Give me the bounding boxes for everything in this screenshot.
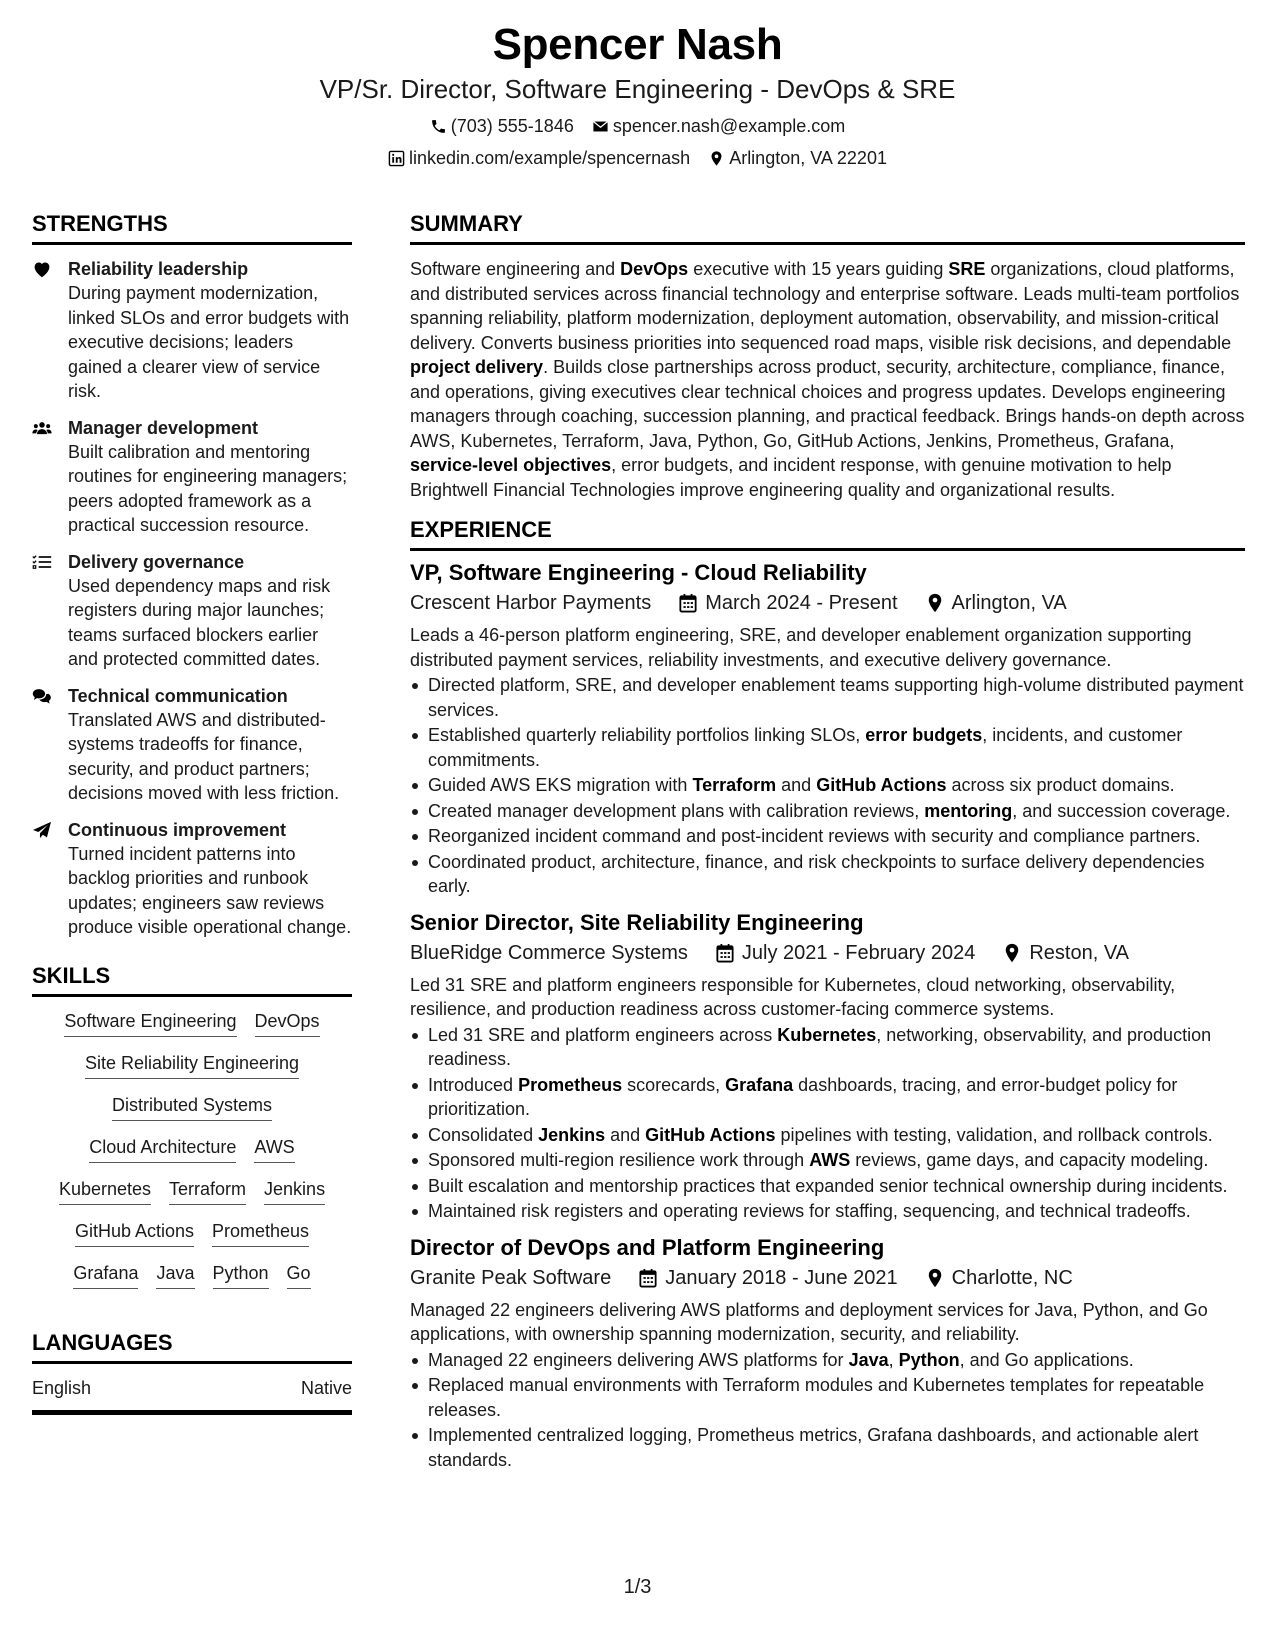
skill-tag: Java [156, 1261, 194, 1289]
skill-row [32, 1219, 352, 1247]
email-contact[interactable] [592, 114, 845, 138]
bullet-item: Led 31 SRE and platform engineers across Kubernetes, networking, observability, and production readiness. [410, 1023, 1245, 1072]
skill-tag: GitHub Actions [75, 1219, 194, 1247]
resume-header [0, 18, 1275, 170]
job-intro: Leads a 46-person platform engineering, SRE, and developer enablement organization supporting distributed payment services, reliability investments, and executive delivery governance. [410, 625, 1192, 670]
skill-tag: AWS [254, 1135, 294, 1163]
job-location: Charlotte, NC [951, 1266, 1073, 1289]
skill-tag: Site Reliability Engineering [85, 1051, 299, 1079]
job-bullets [410, 1023, 1245, 1224]
bold-keyword: error budgets [865, 725, 983, 745]
skill-tag: Distributed Systems [112, 1093, 272, 1121]
strength-description: Used dependency maps and risk registers during major launches; teams surfaced blockers earlier and protected committed dates. [68, 575, 331, 669]
bullet-item: Built escalation and mentorship practices that expanded senior technical ownership during incidents. [410, 1174, 1245, 1199]
job-title: Senior Director, Site Reliability Engineering [410, 909, 864, 935]
experience-heading: EXPERIENCE [410, 516, 1245, 551]
skill-tag: Python [213, 1261, 269, 1289]
strength-description: During payment modernization, linked SLOs and error budgets with executive decisions; leaders gained a clearer view of service risk. [68, 283, 350, 401]
paper-plane-icon [32, 821, 52, 839]
bullet-item: Consolidated Jenkins and GitHub Actions pipelines with testing, validation, and rollback controls. [410, 1123, 1245, 1148]
users-icon [32, 419, 52, 437]
bullet-item: Implemented centralized logging, Prometheus metrics, Grafana dashboards, and actionable alert standards. [410, 1423, 1245, 1472]
skill-tag: Grafana [73, 1261, 138, 1289]
comments-icon [32, 687, 52, 705]
heart-icon [32, 260, 52, 278]
calendar-icon [716, 943, 734, 963]
job-entry [410, 1234, 1245, 1473]
page-number: 1/3 [623, 1576, 652, 1598]
email-text: spencer.nash@example.com [612, 116, 846, 136]
bold-keyword: Java [848, 1349, 889, 1370]
phone-contact[interactable] [430, 114, 574, 138]
bullet-item: Established quarterly reliability portfolios linking SLOs, error budgets, incidents, and customer commitments. [410, 723, 1245, 772]
skill-tag: Go [287, 1261, 311, 1289]
company-name: BlueRidge Commerce Systems [410, 941, 688, 964]
left-column [32, 210, 352, 1415]
bold-keyword: service-level objectives [410, 455, 612, 475]
strength-item [32, 684, 352, 806]
languages-heading: LANGUAGES [32, 1329, 352, 1364]
bold-keyword: Terraform [692, 775, 777, 795]
company-name: Crescent Harbor Payments [410, 592, 652, 614]
skill-tag: Terraform [169, 1177, 246, 1205]
linkedin-icon [388, 150, 405, 167]
bold-keyword: Prometheus [518, 1074, 623, 1095]
job-location: Reston, VA [1029, 941, 1130, 964]
bullet-item: Reorganized incident command and post-incident reviews with security and compliance partners. [410, 824, 1245, 849]
job-title: Director of DevOps and Platform Engineering [410, 1234, 885, 1260]
bullet-item: Managed 22 engineers delivering AWS platforms for Java, Python, and Go applications. [410, 1348, 1245, 1373]
strengths-heading: STRENGTHS [32, 210, 352, 245]
job-meta [410, 1264, 1245, 1292]
job-entry [410, 909, 1245, 1224]
job-location: Arlington, VA [951, 592, 1067, 614]
skill-tag: Kubernetes [59, 1177, 151, 1205]
candidate-title: VP/Sr. Director, Software Engineering - DevOps & SRE [319, 74, 956, 104]
language-item [32, 1376, 352, 1415]
strength-item [32, 550, 352, 672]
job-meta [410, 589, 1245, 617]
strength-description: Built calibration and mentoring routines for engineering managers; peers adopted framework as a practical succession resource. [68, 441, 348, 535]
skill-tag: Jenkins [264, 1177, 325, 1205]
strength-title: Delivery governance [68, 551, 245, 572]
bullet-item: Directed platform, SRE, and developer enablement teams supporting high-volume distributed payment services. [410, 673, 1245, 722]
strength-title: Reliability leadership [68, 259, 249, 279]
job-dates: March 2024 - Present [705, 592, 898, 614]
bullet-item: Sponsored multi-region resilience work through AWS reviews, game days, and capacity modeling. [410, 1148, 1245, 1173]
skill-row [32, 1261, 352, 1289]
strength-title: Manager development [68, 417, 259, 438]
job-intro: Led 31 SRE and platform engineers responsible for Kubernetes, cloud networking, observability, resilience, and production readiness across customer-facing commerce systems. [410, 974, 1176, 1019]
bold-keyword: project delivery [410, 357, 544, 377]
job-bullets [410, 1348, 1245, 1473]
skill-row [32, 1135, 352, 1163]
bold-keyword: Kubernetes [777, 1024, 877, 1045]
map-pin-icon [926, 1268, 944, 1288]
strength-item [32, 257, 352, 404]
linkedin-text: linkedin.com/example/spencernash [409, 148, 691, 168]
envelope-icon [592, 118, 609, 135]
job-intro: Managed 22 engineers delivering AWS platforms and deployment services for Java, Python, and Go applications, with ownership spanning modernization, security, and reliability. [410, 1299, 1208, 1344]
job-dates: July 2021 - February 2024 [741, 941, 976, 964]
experience-list [410, 559, 1245, 1472]
calendar-icon [639, 1268, 657, 1288]
language-name: English [32, 1377, 92, 1398]
bold-keyword: Python [898, 1349, 960, 1370]
bold-keyword: mentoring [924, 800, 1013, 821]
bold-keyword: GitHub Actions [645, 1124, 776, 1145]
location-contact [708, 146, 887, 170]
strength-description: Turned incident patterns into backlog priorities and runbook updates; engineers saw reviews produce visible operational change. [68, 843, 352, 937]
skill-tag: DevOps [255, 1009, 320, 1037]
bullet-item: Created manager development plans with calibration reviews, mentoring, and succession coverage. [410, 799, 1245, 824]
phone-text: (703) 555-1846 [450, 116, 574, 136]
job-title: VP, Software Engineering - Cloud Reliability [410, 560, 867, 585]
summary-heading: SUMMARY [410, 210, 1245, 245]
strength-item [32, 818, 352, 940]
linkedin-contact[interactable] [388, 146, 690, 170]
strength-title: Technical communication [68, 685, 288, 706]
bold-keyword: AWS [809, 1150, 851, 1170]
job-bullets [410, 673, 1245, 899]
checklist-icon [32, 553, 52, 571]
skill-tag: Prometheus [212, 1219, 309, 1247]
skill-row [32, 1009, 352, 1037]
job-dates: January 2018 - June 2021 [665, 1266, 898, 1289]
calendar-icon [679, 593, 697, 613]
skill-tag: Cloud Architecture [89, 1135, 236, 1163]
location-text: Arlington, VA 22201 [729, 148, 887, 168]
contact-row-1 [0, 114, 1275, 138]
map-pin-icon [1003, 943, 1021, 963]
skill-row [32, 1051, 352, 1079]
candidate-name: Spencer Nash [492, 20, 783, 69]
bullet-item: Introduced Prometheus scorecards, Grafana dashboards, tracing, and error-budget policy for prioritization. [410, 1073, 1245, 1122]
phone-icon [430, 118, 447, 135]
map-pin-icon [926, 593, 944, 613]
skills-heading: SKILLS [32, 962, 352, 997]
bullet-item: Coordinated product, architecture, finance, and risk checkpoints to surface delivery dependencies early. [410, 850, 1245, 899]
map-pin-icon [708, 150, 725, 167]
skill-row [32, 1177, 352, 1205]
bullet-item: Maintained risk registers and operating reviews for staffing, sequencing, and technical tradeoffs. [410, 1199, 1245, 1224]
strength-title: Continuous improvement [68, 819, 287, 840]
skill-row [32, 1093, 352, 1121]
summary-paragraph: Software engineering and DevOps executive with 15 years guiding SRE organizations, cloud platforms, and distributed services across financial technology and enterprise software. Leads multi-team portfolios spanning reliability, platform modernization, deployment automation, observability, and mission-critical delivery. Converts business priorities into sequenced road maps, visible risk decisions, and dependable project delivery. Builds close partnerships across product, security, architecture, compliance, finance, and operations, giving executives clear technical choices and progress updates. Develops engineering managers through coaching, succession planning, and practical feedback. Brings hands-on depth across AWS, Kubernetes, Terraform, Java, Python, Go, GitHub Actions, Jenkins, Prometheus, Grafana, service-level objectives, error budgets, and incident response, with genuine motivation to help Brightwell Financial Technologies improve engineering quality and organizational results. [410, 259, 1245, 500]
bold-keyword: Jenkins [538, 1124, 606, 1145]
bold-keyword: GitHub Actions [816, 775, 947, 795]
right-column [410, 210, 1245, 1482]
bullet-item: Replaced manual environments with Terraform modules and Kubernetes templates for repeatable releases. [410, 1373, 1245, 1422]
bold-keyword: Grafana [725, 1074, 794, 1095]
language-level: Native [300, 1377, 352, 1398]
job-entry [410, 559, 1245, 899]
strength-item [32, 416, 352, 538]
company-name: Granite Peak Software [410, 1266, 612, 1289]
skills-list [32, 1009, 352, 1289]
bold-keyword: DevOps [620, 259, 689, 279]
job-meta [410, 939, 1245, 967]
bullet-item: Guided AWS EKS migration with Terraform and GitHub Actions across six product domains. [410, 773, 1245, 798]
strength-description: Translated AWS and distributed-systems tradeoffs for finance, security, and product partners; decisions moved with less friction. [68, 709, 340, 803]
bold-keyword: SRE [948, 259, 986, 279]
contact-row-2 [0, 146, 1275, 170]
skill-tag: Software Engineering [64, 1009, 236, 1037]
